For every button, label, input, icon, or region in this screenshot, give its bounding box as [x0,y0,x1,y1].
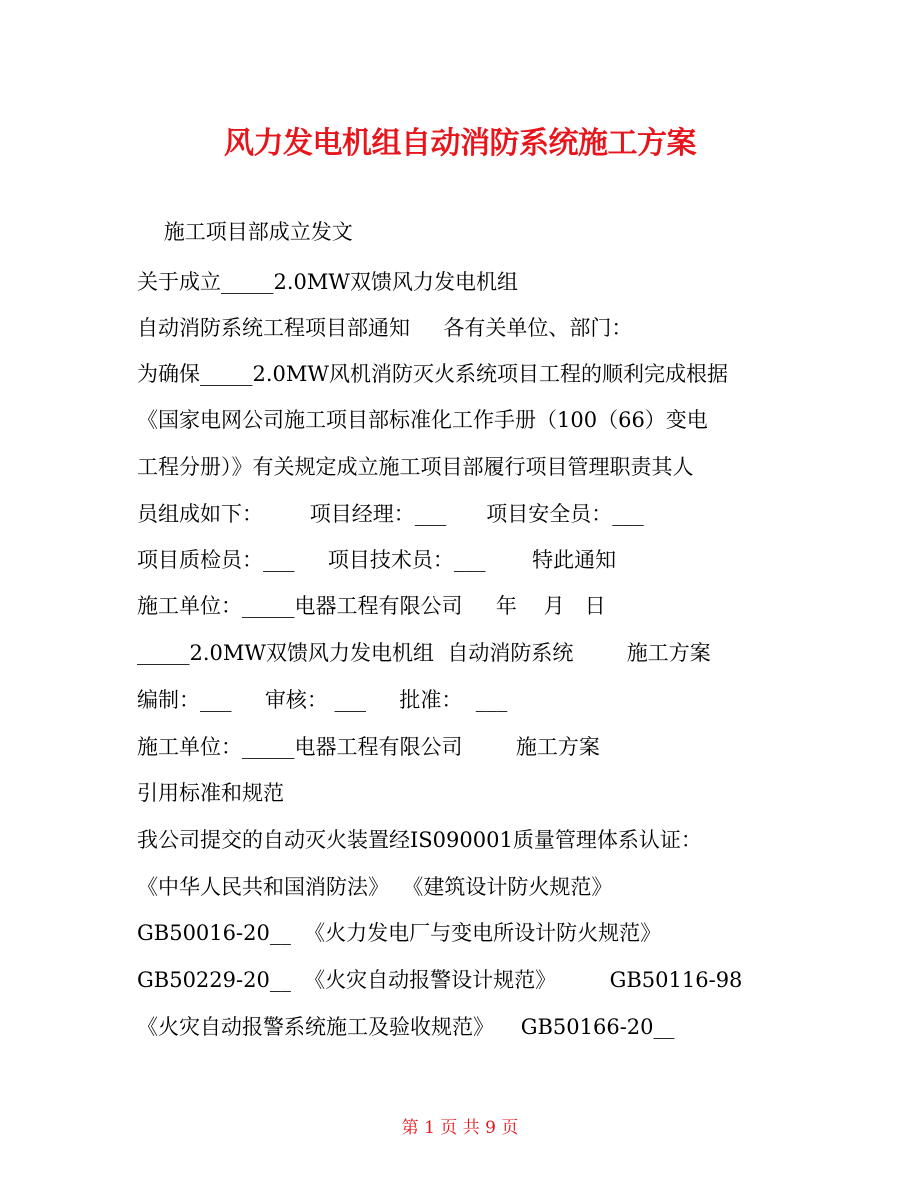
text-line: GB50229-20__ 《火灾自动报警设计规范》 GB50116-98 [137,968,743,992]
page-title: 风力发电机组自动消防系统施工方案 [224,126,696,161]
text-line: 工程分册）》有关规定成立施工项目部履行项目管理职责其人 [137,455,694,479]
text-line: GB50016-20__ 《火力发电厂与变电所设计防火规范》 [137,921,662,945]
text-line: 《火灾自动报警系统施工及验收规范》 GB50166-20__ [137,1015,675,1039]
text-line: 关于成立_____2.0MW双馈风力发电机组 [137,270,518,294]
text-line: 施工单位：_____电器工程有限公司 施工方案 [137,735,600,759]
text-line: 编制：___ 审核： ___ 批准： ___ [137,688,508,712]
text-line: 引用标准和规范 [137,781,284,805]
text-line: 员组成如下： 项目经理：___ 项目安全员：___ [137,502,644,526]
text-line: 《中华人民共和国消防法》 《建筑设计防火规范》 [137,875,613,899]
text-line: 施工单位：_____电器工程有限公司 年 月 日 [137,594,606,618]
text-line: 自动消防系统工程项目部通知 各有关单位、部门： [137,316,633,340]
text-line: 我公司提交的自动灭火装置经IS090001质量管理体系认证： [137,828,702,852]
page-number: 第 1 页 共 9 页 [401,1118,519,1138]
text-line: 《国家电网公司施工项目部标准化工作手册（100（66）变电 [137,408,708,432]
text-line: 项目质检员：___ 项目技术员：___ 特此通知 [137,548,617,572]
text-line: _____2.0MW双馈风力发电机组 自动消防系统 施工方案 [137,641,711,665]
text-line: 为确保_____2.0MW风机消防灭火系统项目工程的顺利完成根据 [137,362,728,386]
text-line: 施工项目部成立发文 [137,220,353,244]
